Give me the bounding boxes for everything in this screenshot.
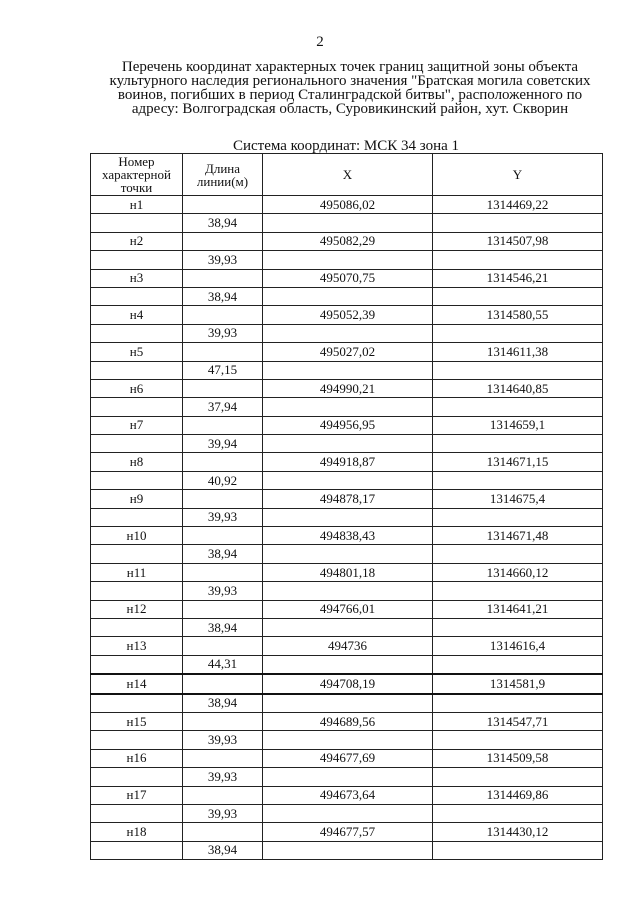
empty-cell	[183, 196, 263, 214]
empty-cell	[91, 731, 183, 749]
empty-cell	[91, 768, 183, 786]
title-line: Перечень координат характерных точек границ защитной зоны объекта	[121, 59, 579, 75]
empty-cell	[263, 471, 433, 489]
empty-cell	[91, 287, 183, 305]
y-cell: 1314641,21	[433, 600, 603, 618]
empty-cell	[91, 471, 183, 489]
line-length-cell: 39,93	[183, 768, 263, 786]
empty-cell	[433, 508, 603, 526]
empty-cell	[183, 232, 263, 250]
point-id-cell: н16	[91, 749, 183, 767]
x-cell: 494838,43	[263, 527, 433, 545]
empty-cell	[91, 508, 183, 526]
y-cell: 1314546,21	[433, 269, 603, 287]
empty-cell	[263, 508, 433, 526]
empty-cell	[183, 600, 263, 618]
line-length-cell: 38,94	[183, 618, 263, 636]
table-row	[91, 398, 603, 416]
table-row	[91, 508, 603, 526]
empty-cell	[183, 563, 263, 581]
table-row	[91, 435, 603, 453]
empty-cell	[263, 251, 433, 269]
empty-cell	[433, 768, 603, 786]
empty-cell	[433, 582, 603, 600]
empty-cell	[91, 545, 183, 563]
header-line-length: Длина линии(м)	[183, 154, 263, 196]
line-length-cell: 39,93	[183, 582, 263, 600]
table-body	[91, 196, 603, 860]
table-row	[91, 196, 603, 214]
empty-cell	[433, 731, 603, 749]
title-line: культурного наследия регионального значения "Братская могила советских	[109, 73, 591, 89]
empty-cell	[91, 324, 183, 342]
line-length-cell: 39,93	[183, 731, 263, 749]
y-cell: 1314469,86	[433, 786, 603, 804]
point-id-cell: н13	[91, 637, 183, 655]
empty-cell	[263, 768, 433, 786]
y-cell: 1314640,85	[433, 379, 603, 397]
line-length-cell: 39,94	[183, 435, 263, 453]
x-cell: 494708,19	[263, 674, 433, 693]
empty-cell	[263, 655, 433, 674]
x-cell: 494990,21	[263, 379, 433, 397]
line-length-cell: 38,94	[183, 287, 263, 305]
title-line: адресу: Волгоградская область, Суровикинский район, хут. Скворин	[131, 101, 569, 117]
point-id-cell: н2	[91, 232, 183, 250]
y-cell: 1314671,48	[433, 527, 603, 545]
table-header-row	[91, 154, 603, 196]
point-id-cell: н7	[91, 416, 183, 434]
empty-cell	[91, 361, 183, 379]
table-row	[91, 841, 603, 859]
y-cell: 1314507,98	[433, 232, 603, 250]
empty-cell	[433, 618, 603, 636]
table-row	[91, 324, 603, 342]
point-id-cell: н17	[91, 786, 183, 804]
point-id-cell: н12	[91, 600, 183, 618]
table-row	[91, 618, 603, 636]
empty-cell	[91, 804, 183, 822]
x-cell: 494766,01	[263, 600, 433, 618]
y-cell: 1314611,38	[433, 343, 603, 361]
y-cell: 1314430,12	[433, 823, 603, 841]
x-cell: 494878,17	[263, 490, 433, 508]
table-row	[91, 361, 603, 379]
document-title	[100, 60, 600, 116]
empty-cell	[91, 655, 183, 674]
y-cell: 1314581,9	[433, 674, 603, 693]
empty-cell	[433, 694, 603, 713]
empty-cell	[433, 545, 603, 563]
empty-cell	[263, 361, 433, 379]
y-cell: 1314616,4	[433, 637, 603, 655]
y-cell: 1314659,1	[433, 416, 603, 434]
y-cell: 1314469,22	[433, 196, 603, 214]
y-cell: 1314660,12	[433, 563, 603, 581]
table-row	[91, 694, 603, 713]
empty-cell	[263, 841, 433, 859]
empty-cell	[91, 582, 183, 600]
empty-cell	[433, 655, 603, 674]
empty-cell	[183, 379, 263, 397]
empty-cell	[263, 694, 433, 713]
x-cell: 495082,29	[263, 232, 433, 250]
table-row	[91, 232, 603, 250]
point-id-cell: н5	[91, 343, 183, 361]
line-length-cell: 39,93	[183, 324, 263, 342]
table-row	[91, 251, 603, 269]
empty-cell	[433, 435, 603, 453]
x-cell: 495086,02	[263, 196, 433, 214]
empty-cell	[263, 287, 433, 305]
empty-cell	[183, 712, 263, 730]
y-cell: 1314675,4	[433, 490, 603, 508]
table-row	[91, 768, 603, 786]
x-cell: 494956,95	[263, 416, 433, 434]
empty-cell	[263, 618, 433, 636]
x-cell: 494677,57	[263, 823, 433, 841]
empty-cell	[263, 398, 433, 416]
empty-cell	[183, 306, 263, 324]
point-id-cell: н15	[91, 712, 183, 730]
table-row	[91, 453, 603, 471]
header-point-number: Номер характерной точки	[91, 154, 183, 196]
line-length-cell: 47,15	[183, 361, 263, 379]
empty-cell	[263, 435, 433, 453]
table-row	[91, 674, 603, 693]
table-row	[91, 416, 603, 434]
empty-cell	[433, 841, 603, 859]
table-row	[91, 637, 603, 655]
point-id-cell: н18	[91, 823, 183, 841]
y-cell: 1314509,58	[433, 749, 603, 767]
table-row	[91, 600, 603, 618]
x-cell: 495052,39	[263, 306, 433, 324]
empty-cell	[433, 214, 603, 232]
empty-cell	[91, 251, 183, 269]
line-length-cell: 39,93	[183, 508, 263, 526]
table-row	[91, 582, 603, 600]
table-row	[91, 545, 603, 563]
empty-cell	[433, 361, 603, 379]
page-number: 2	[316, 34, 324, 50]
point-id-cell: н1	[91, 196, 183, 214]
table-row	[91, 287, 603, 305]
empty-cell	[183, 343, 263, 361]
y-cell: 1314671,15	[433, 453, 603, 471]
table-row	[91, 343, 603, 361]
line-length-cell: 38,94	[183, 545, 263, 563]
table-row	[91, 786, 603, 804]
empty-cell	[263, 324, 433, 342]
empty-cell	[183, 823, 263, 841]
table-row	[91, 269, 603, 287]
line-length-cell: 37,94	[183, 398, 263, 416]
table-row	[91, 527, 603, 545]
line-length-cell: 39,93	[183, 804, 263, 822]
empty-cell	[433, 804, 603, 822]
table-row	[91, 490, 603, 508]
x-cell: 494677,69	[263, 749, 433, 767]
title-line: воинов, погибших в период Сталинградской битвы", расположенного по	[117, 87, 583, 103]
coordinate-system-caption: Система координат: МСК 34 зона 1	[232, 138, 460, 154]
table-row	[91, 306, 603, 324]
empty-cell	[91, 841, 183, 859]
empty-cell	[183, 416, 263, 434]
table-row	[91, 731, 603, 749]
table-row	[91, 804, 603, 822]
empty-cell	[263, 804, 433, 822]
empty-cell	[263, 582, 433, 600]
line-length-cell: 39,93	[183, 251, 263, 269]
line-length-cell: 38,94	[183, 214, 263, 232]
empty-cell	[263, 214, 433, 232]
line-length-cell: 38,94	[183, 841, 263, 859]
table-row	[91, 655, 603, 674]
line-length-cell: 40,92	[183, 471, 263, 489]
table-row	[91, 823, 603, 841]
point-id-cell: н8	[91, 453, 183, 471]
empty-cell	[183, 786, 263, 804]
table-row	[91, 214, 603, 232]
point-id-cell: н3	[91, 269, 183, 287]
empty-cell	[91, 618, 183, 636]
table-row	[91, 563, 603, 581]
header-x: X	[263, 154, 433, 196]
table-row	[91, 749, 603, 767]
empty-cell	[433, 287, 603, 305]
y-cell: 1314580,55	[433, 306, 603, 324]
point-id-cell: н9	[91, 490, 183, 508]
table-row	[91, 712, 603, 730]
empty-cell	[433, 471, 603, 489]
x-cell: 495070,75	[263, 269, 433, 287]
table-row	[91, 379, 603, 397]
point-id-cell: н14	[91, 674, 183, 693]
empty-cell	[183, 490, 263, 508]
x-cell: 494918,87	[263, 453, 433, 471]
empty-cell	[433, 251, 603, 269]
empty-cell	[91, 214, 183, 232]
point-id-cell: н4	[91, 306, 183, 324]
empty-cell	[433, 398, 603, 416]
empty-cell	[91, 694, 183, 713]
line-length-cell: 38,94	[183, 694, 263, 713]
empty-cell	[263, 545, 433, 563]
coordinates-table	[90, 153, 603, 860]
empty-cell	[183, 453, 263, 471]
x-cell: 494801,18	[263, 563, 433, 581]
x-cell: 495027,02	[263, 343, 433, 361]
x-cell: 494673,64	[263, 786, 433, 804]
empty-cell	[183, 527, 263, 545]
x-cell: 494689,56	[263, 712, 433, 730]
empty-cell	[183, 637, 263, 655]
empty-cell	[263, 731, 433, 749]
header-y: Y	[433, 154, 603, 196]
empty-cell	[183, 674, 263, 693]
empty-cell	[91, 435, 183, 453]
line-length-cell: 44,31	[183, 655, 263, 674]
point-id-cell: н6	[91, 379, 183, 397]
y-cell: 1314547,71	[433, 712, 603, 730]
table-row	[91, 471, 603, 489]
empty-cell	[433, 324, 603, 342]
empty-cell	[183, 749, 263, 767]
empty-cell	[91, 398, 183, 416]
empty-cell	[183, 269, 263, 287]
point-id-cell: н10	[91, 527, 183, 545]
x-cell: 494736	[263, 637, 433, 655]
point-id-cell: н11	[91, 563, 183, 581]
